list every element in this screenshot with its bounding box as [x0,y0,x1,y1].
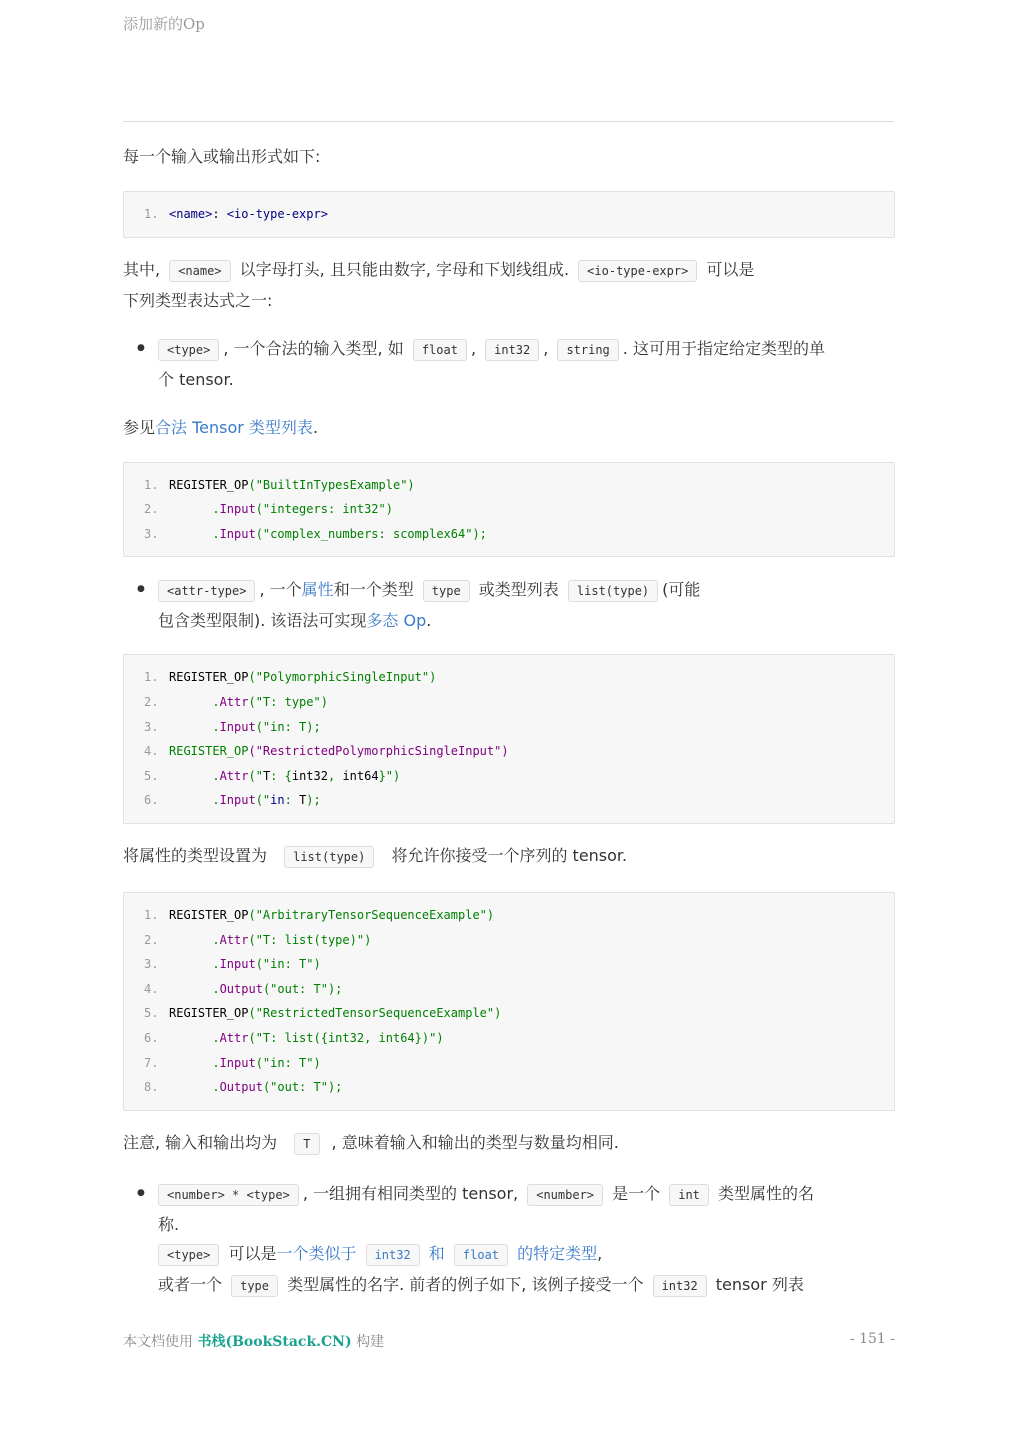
code-block-1 [123,191,895,238]
text: 是一个 [612,1183,661,1203]
code-token: ("RestrictedPolymorphicSingleInput") [248,744,509,759]
inline-code-int32: int32 [485,339,539,361]
code-line [144,665,874,690]
line-number: 1. [144,907,159,922]
code-line [144,522,874,547]
text: 个 tensor. [158,369,234,389]
code-token: ("out: T"); [262,981,343,996]
code-token: ("in: T); [255,719,321,734]
code-token: Input [219,719,256,734]
code-token: . [169,502,220,517]
code-token: int64 [342,768,379,783]
link-attribute[interactable]: 属性 [301,580,334,600]
code-block-4 [123,892,895,1111]
code-token: Input [219,502,256,517]
code-line [144,952,874,977]
inline-code-type: type [231,1275,278,1297]
inline-code-int32: int32 [366,1244,420,1266]
link-text: 一个类似于 [276,1243,357,1263]
code-token: ("T: list(type)") [248,932,372,947]
code-token: ("T: list({int32, int64})") [248,1030,444,1045]
code-block-3 [123,654,895,824]
code-token: in [270,793,285,808]
bookstack-link[interactable]: 书栈(BookStack.CN) [197,1334,352,1350]
text: 以字母打头, 且只能由数字, 字母和下划线组成. [239,259,570,279]
text: , 一个合法的输入类型, 如 [223,338,404,358]
line-number: 4. [144,744,159,759]
code-line [144,715,874,740]
text: , [597,1243,603,1263]
code-token: ("BuiltInTypesExample") [248,477,415,492]
code-token: (" [248,768,263,783]
inline-code-int: int [669,1184,709,1206]
code-token: Output [219,981,263,996]
text: 或者一个 [158,1274,223,1294]
line-number: 3. [144,957,159,972]
line-number: 6. [144,793,159,808]
code-token: ("in: T") [255,957,321,972]
code-token: , [327,768,343,783]
line-number: 3. [144,719,159,734]
code-token: ("integers: int32") [255,502,393,517]
code-token: : { [270,768,292,783]
code-token: ("PolymorphicSingleInput") [248,670,437,685]
paragraph-note [123,1128,895,1159]
line-number: 5. [144,768,159,783]
inline-code-string: string [557,339,618,361]
inline-code-attr-type: <attr-type> [158,580,255,602]
code-token: Output [219,1080,263,1095]
code-token: <io-type-expr> [226,207,328,221]
code-token: . [169,981,220,996]
inline-code-type: <type> [158,339,219,361]
code-token: REGISTER_OP [169,670,249,685]
code-token: Attr [219,1030,249,1045]
code-token: . [169,932,220,947]
text: 将属性的类型设置为 [123,845,268,865]
code-token: ("complex_numbers: scomplex64"); [255,526,487,541]
code-token: . [169,1030,220,1045]
code-token: T [299,793,307,808]
footer-text: 本文档使用 [123,1334,193,1350]
code-token: Attr [219,932,249,947]
footer-text: 构建 [356,1334,385,1350]
text: . [312,417,319,437]
code-token: Attr [219,694,249,709]
code-line [144,690,874,715]
text: (可能 [662,580,701,600]
code-line [144,473,874,498]
code-line [144,497,874,522]
code-line [144,977,874,1002]
text: , 一组拥有相同类型的 tensor, [302,1183,519,1203]
text: . 这可用于指定给定类型的单 [622,338,825,358]
inline-code-type: <type> [158,1244,219,1266]
code-token: : [284,793,300,808]
code-token: . [169,768,220,783]
inline-code-int32: int32 [653,1275,707,1297]
link-text: 和 [428,1243,445,1263]
bullet-list-3 [123,1179,895,1301]
text: 和一个类型 [333,580,414,600]
code-token: Attr [219,768,249,783]
line-number: 5. [144,1006,159,1021]
code-token: }") [378,768,401,783]
list-item [158,575,895,635]
text: 参见 [123,417,156,437]
text: 或类型列表 [478,580,559,600]
code-line [144,739,874,764]
paragraph-io-form: 每一个输入或输出形式如下: [123,147,321,166]
line-number: 3. [144,526,159,541]
code-block-2 [123,462,895,558]
text: 可以是 [228,1243,277,1263]
inline-code-io-type-expr: <io-type-expr> [578,260,697,282]
code-token: ("RestrictedTensorSequenceExample") [248,1006,502,1021]
paragraph-see-also [123,413,895,442]
line-number: 4. [144,981,159,996]
line-number: 1. [144,207,159,221]
inline-code-number-type: <number> * <type> [158,1184,299,1206]
inline-code-type: type [423,580,470,602]
link-text: 的特定类型 [517,1243,598,1263]
line-number: 8. [144,1080,159,1095]
inline-code-list-type: list(type) [284,846,374,868]
list-item [158,1179,895,1301]
paragraph-list-type [123,841,895,872]
code-line [144,764,874,789]
code-token: <name> [169,207,213,221]
code-token: . [169,1080,220,1095]
text: 将允许你接受一个序列的 tensor. [391,845,628,865]
text: 包含类型限制). 该语法可实现 [158,611,367,631]
code-token: (" [255,793,271,808]
line-number: 2. [144,502,159,517]
code-line [144,928,874,953]
text: , 意味着输入和输出的类型与数量均相同. [331,1132,619,1152]
code-token: ("T: type") [248,694,328,709]
code-token: REGISTER_OP [169,744,249,759]
code-token: ("out: T"); [262,1080,343,1095]
text: , [543,338,549,358]
code-token: . [169,1055,220,1070]
text: 其中, [123,259,161,279]
link-specific-type[interactable] [276,1244,597,1263]
code-token: REGISTER_OP [169,907,249,922]
code-token: Input [219,1055,256,1070]
inline-code-number: <number> [527,1184,603,1206]
inline-code-list-type: list(type) [568,580,658,602]
link-valid-tensor-types[interactable]: 合法 Tensor 类型列表 [155,417,313,437]
code-line [144,1075,874,1100]
code-token: ); [306,793,321,808]
text: tensor 列表 [715,1274,804,1294]
line-number: 1. [144,477,159,492]
text: 可以是 [706,259,755,279]
code-line [144,1001,874,1026]
code-token: REGISTER_OP [169,477,249,492]
bullet-list-2 [123,575,895,635]
code-token: . [169,694,220,709]
line-number: 7. [144,1055,159,1070]
code-token: . [169,957,220,972]
code-token: Input [219,526,256,541]
code-token: . [169,719,220,734]
code-token: Input [219,793,256,808]
text: 注意, 输入和输出均为 [123,1132,278,1152]
code-token: . [169,526,220,541]
text: 称. [158,1214,180,1234]
code-token: T [262,768,271,783]
text: . [426,611,432,631]
inline-code-float: float [413,339,467,361]
code-line [144,202,874,227]
line-number: 1. [144,670,159,685]
text: 类型属性的名字. 前者的例子如下, 该例子接受一个 [287,1274,644,1294]
page-content [123,142,895,1301]
code-token: Input [219,957,256,972]
code-line [144,788,874,813]
paragraph-where [123,255,895,315]
bullet-list-1 [123,334,895,394]
code-token: . [169,793,220,808]
inline-code-name: <name> [169,260,230,282]
line-number: 6. [144,1030,159,1045]
inline-code-t: T [294,1133,319,1155]
link-polymorphic-op[interactable]: 多态 Op [366,611,427,631]
line-number: 2. [144,694,159,709]
code-token: : [212,207,227,221]
text: 类型属性的名 [718,1183,815,1203]
code-token: int32 [291,768,328,783]
page-number: - 151 - [849,1331,895,1347]
text: , 一个 [259,580,302,600]
code-token: ("ArbitraryTensorSequenceExample") [248,907,495,922]
text: , [470,338,477,358]
page-footer [123,1331,384,1351]
code-line [144,1051,874,1076]
code-line [144,903,874,928]
code-token: ("in: T") [255,1055,321,1070]
header-divider [123,121,894,122]
code-line [144,1026,874,1051]
running-header: 添加新的Op [123,15,205,33]
line-number: 2. [144,932,159,947]
inline-code-float: float [454,1244,508,1266]
text: 下列类型表达式之一: [123,290,273,310]
list-item [158,334,895,394]
code-token: REGISTER_OP [169,1006,249,1021]
